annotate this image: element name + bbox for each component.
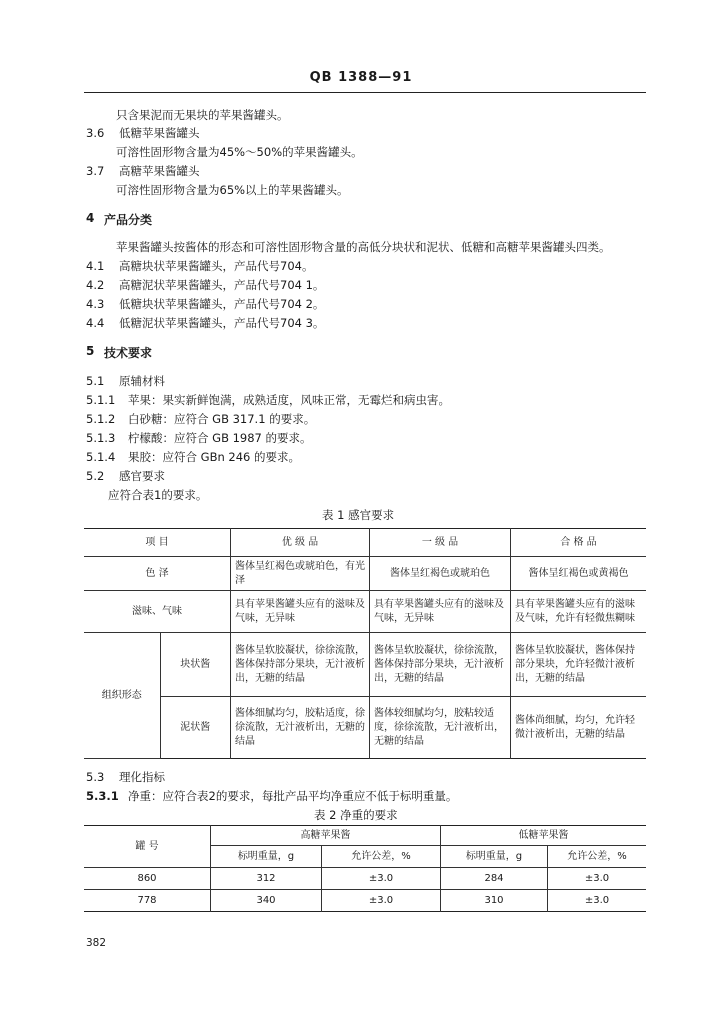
table-header-cell: 合 格 品 bbox=[511, 529, 647, 557]
clause-number: 3.7 bbox=[86, 164, 105, 178]
table-caption: 表 2 净重的要求 bbox=[314, 808, 398, 822]
clause-text: 高糖块状苹果酱罐头，产品代号704。 bbox=[119, 259, 314, 273]
clause-number: 5.1.1 bbox=[86, 393, 116, 407]
clause-number: 5.2 bbox=[86, 469, 105, 483]
sub-row-label: 块状酱 bbox=[160, 633, 230, 697]
section-number: 5 bbox=[86, 344, 95, 358]
row-label: 滋味、气味 bbox=[84, 591, 231, 633]
clause-text: 低糖块状苹果酱罐头，产品代号704 2。 bbox=[119, 297, 325, 311]
table-header-cell: 项 目 bbox=[84, 529, 231, 557]
table-cell: 酱体呈软胶凝状，酱体保持部分果块，允许轻微汁液析出，无糖的结晶 bbox=[511, 633, 647, 697]
sensory-requirements-table bbox=[84, 528, 646, 759]
clause-number: 5.1 bbox=[86, 374, 105, 388]
table-cell: 312 bbox=[211, 868, 322, 890]
section-title: 产品分类 bbox=[104, 213, 153, 227]
table-header-cell: 一 级 品 bbox=[370, 529, 511, 557]
table-cell: 具有苹果酱罐头应有的滋味及气味，允许有轻微焦糊味 bbox=[511, 591, 647, 633]
page-number: 382 bbox=[86, 937, 107, 949]
clause-number: 5.3.1 bbox=[86, 789, 119, 803]
clause-number: 4.3 bbox=[86, 297, 105, 311]
document-header-code: QB 1388—91 bbox=[309, 70, 413, 85]
table-cell: 酱体呈红褐色或琥珀色 bbox=[370, 557, 511, 591]
table-cell: 具有苹果酱罐头应有的滋味及气味，无异味 bbox=[231, 591, 370, 633]
table-header-cell: 罐 号 bbox=[84, 826, 211, 868]
clause-title: 原辅材料 bbox=[119, 374, 165, 388]
clause-number: 5.3 bbox=[86, 770, 105, 784]
clause-text: 柠檬酸：应符合 GB 1987 的要求。 bbox=[128, 431, 312, 445]
table-cell: 酱体呈红褐色或黄褐色 bbox=[511, 557, 647, 591]
table-header-cell: 允许公差，% bbox=[322, 846, 441, 868]
clause-title: 高糖苹果酱罐头 bbox=[119, 164, 200, 178]
table-cell: 具有苹果酱罐头应有的滋味及气味，无异味 bbox=[370, 591, 511, 633]
table-header-cell: 允许公差，% bbox=[548, 846, 647, 868]
table-cell: 酱体呈软胶凝状，徐徐流散，酱体保持部分果块，无汁液析出，无糖的结晶 bbox=[231, 633, 370, 697]
section-number: 4 bbox=[86, 211, 95, 225]
clause-number: 5.1.4 bbox=[86, 450, 116, 464]
table-cell: 778 bbox=[84, 890, 211, 912]
clause-text: 苹果：果实新鲜饱满，成熟适度，风味正常，无霉烂和病虫害。 bbox=[128, 393, 450, 407]
clause-number: 3.6 bbox=[86, 126, 105, 140]
table-cell: 酱体呈软胶凝状，徐徐流散，酱体保持部分果块，无汁液析出，无糖的结晶 bbox=[370, 633, 511, 697]
clause-title: 感官要求 bbox=[119, 469, 165, 483]
section-title: 技术要求 bbox=[104, 346, 153, 360]
table-cell: ±3.0 bbox=[322, 868, 441, 890]
clause-text: 高糖泥状苹果酱罐头，产品代号704 1。 bbox=[119, 278, 325, 292]
sub-row-label: 泥状酱 bbox=[160, 697, 230, 759]
clause-number: 4.1 bbox=[86, 259, 105, 273]
clause-title: 低糖苹果酱罐头 bbox=[119, 126, 200, 140]
clause-body: 可溶性固形物含量为45%～50%的苹果酱罐头。 bbox=[116, 145, 363, 159]
clause-number: 4.4 bbox=[86, 316, 105, 330]
clause-title: 理化指标 bbox=[119, 770, 165, 784]
clause-number: 5.1.3 bbox=[86, 431, 116, 445]
table-cell: ±3.0 bbox=[548, 868, 647, 890]
clause-text: 净重：应符合表2的要求，每批产品平均净重应不低于标明重量。 bbox=[128, 789, 458, 803]
table-header-cell: 标明重量，g bbox=[211, 846, 322, 868]
table-cell: 酱体尚细腻，均匀，允许轻微汁液析出，无糖的结晶 bbox=[511, 697, 647, 759]
table-cell: 860 bbox=[84, 868, 211, 890]
clause-text: 白砂糖：应符合 GB 317.1 的要求。 bbox=[128, 412, 316, 426]
table-header-cell: 低糖苹果酱 bbox=[441, 826, 647, 846]
table-cell: ±3.0 bbox=[548, 890, 647, 912]
table-cell: 310 bbox=[441, 890, 548, 912]
table-cell: 284 bbox=[441, 868, 548, 890]
section-body: 苹果酱罐头按酱体的形态和可溶性固形物含量的高低分块状和泥状、低糖和高糖苹果酱罐头四类。 bbox=[116, 240, 611, 254]
header-rule bbox=[84, 92, 646, 93]
table-caption: 表 1 感官要求 bbox=[322, 508, 395, 522]
table-cell: 酱体呈红褐色或琥珀色，有光泽 bbox=[231, 557, 370, 591]
clause-text: 果胶：应符合 GBn 246 的要求。 bbox=[128, 450, 301, 464]
continuation-line: 只含果泥而无果块的苹果酱罐头。 bbox=[116, 108, 289, 122]
clause-number: 4.2 bbox=[86, 278, 105, 292]
row-label: 色 泽 bbox=[84, 557, 231, 591]
table-header-cell: 高糖苹果酱 bbox=[211, 826, 441, 846]
clause-body: 可溶性固形物含量为65%以上的苹果酱罐头。 bbox=[116, 183, 349, 197]
table-header-cell: 标明重量，g bbox=[441, 846, 548, 868]
table-cell: 酱体较细腻均匀，胶粘较适度，徐徐流散，无汁液析出，无糖的结晶 bbox=[370, 697, 511, 759]
row-label: 组织形态 bbox=[84, 633, 160, 759]
clause-body: 应符合表1的要求。 bbox=[108, 488, 208, 502]
table-cell: 340 bbox=[211, 890, 322, 912]
table-cell: ±3.0 bbox=[322, 890, 441, 912]
net-weight-table bbox=[84, 825, 646, 912]
clause-text: 低糖泥状苹果酱罐头，产品代号704 3。 bbox=[119, 316, 325, 330]
table-header-cell: 优 级 品 bbox=[231, 529, 370, 557]
clause-number: 5.1.2 bbox=[86, 412, 116, 426]
table-cell: 酱体细腻均匀，胶粘适度，徐徐流散，无汁液析出，无糖的结晶 bbox=[231, 697, 370, 759]
